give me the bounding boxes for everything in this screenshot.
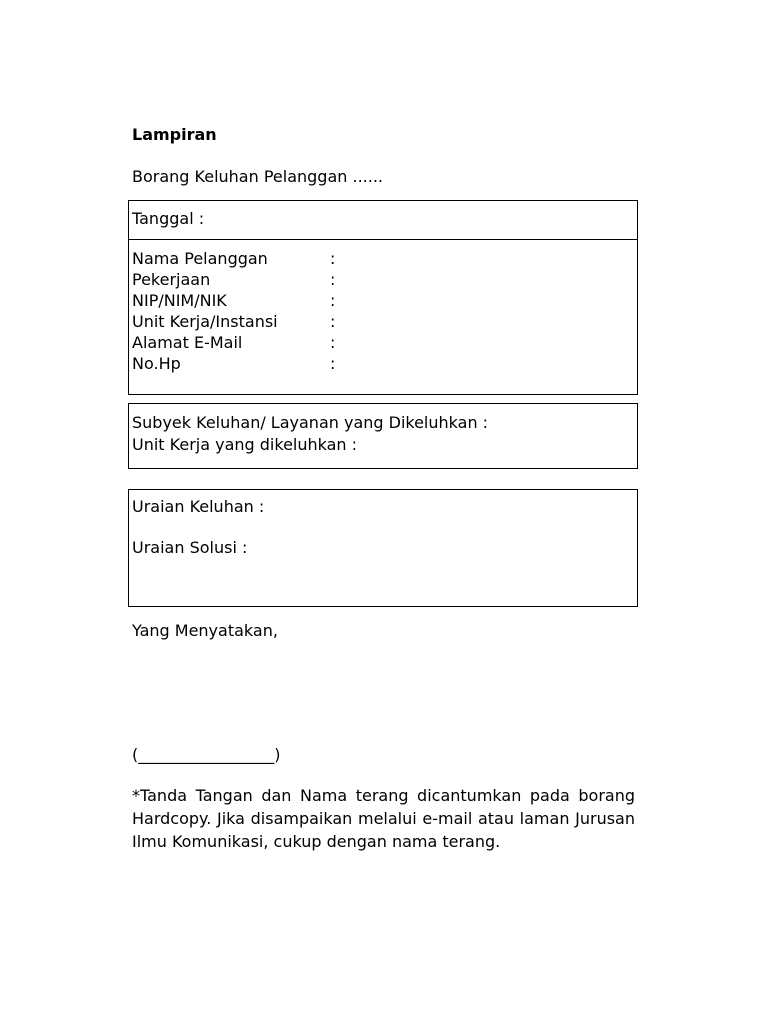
solution-label: Uraian Solusi :: [132, 538, 248, 557]
field-label: NIP/NIM/NIK: [132, 291, 227, 310]
signature-line: (_________________): [132, 745, 281, 764]
field-colon: :: [330, 270, 336, 289]
field-colon: :: [330, 354, 336, 373]
unit-label: Unit Kerja yang dikeluhkan :: [132, 435, 358, 454]
document-heading: Lampiran: [132, 125, 217, 144]
field-row-email: [132, 333, 637, 354]
field-row-name: [132, 249, 637, 270]
customer-fields: [132, 249, 637, 375]
field-colon: :: [330, 291, 336, 310]
date-label: Tanggal :: [132, 209, 205, 228]
field-row-institution: [132, 312, 637, 333]
complaint-description-box: [128, 489, 638, 607]
field-label: Alamat E-Mail: [132, 333, 243, 352]
date-row: [129, 201, 637, 240]
signature-note: *Tanda Tangan dan Nama terang dicantumkan pada borang Hardcopy. Jika disampaikan melalui e-mail atau laman Jurusan Ilmu Komunikasi, cukup dengan nama terang.: [132, 786, 635, 851]
customer-info-box: [128, 200, 638, 395]
complaint-label: Uraian Keluhan :: [132, 497, 265, 516]
field-colon: :: [330, 249, 336, 268]
subject-label: Subyek Keluhan/ Layanan yang Dikeluhkan :: [132, 413, 489, 432]
signer-label: Yang Menyatakan,: [132, 621, 278, 640]
field-row-occupation: [132, 270, 637, 291]
field-row-id-number: [132, 291, 637, 312]
field-label: Unit Kerja/Instansi: [132, 312, 278, 331]
field-label: Pekerjaan: [132, 270, 211, 289]
field-colon: :: [330, 312, 336, 331]
field-row-phone: [132, 354, 637, 375]
field-label: Nama Pelanggan: [132, 249, 268, 268]
field-colon: :: [330, 333, 336, 352]
complaint-subject-box: [128, 403, 638, 469]
form-title: Borang Keluhan Pelanggan ......: [132, 167, 383, 186]
field-label: No.Hp: [132, 354, 181, 373]
